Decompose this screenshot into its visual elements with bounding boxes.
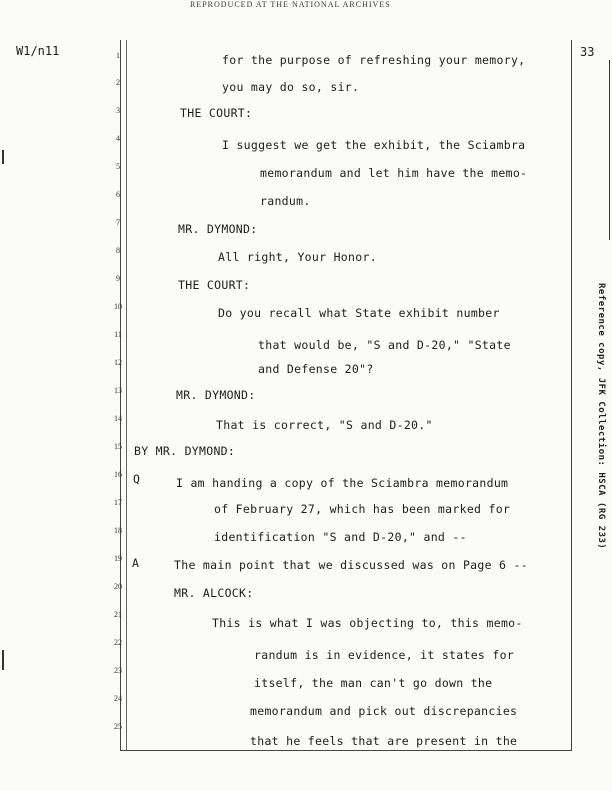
transcript-line: All right, Your Honor. [218, 250, 377, 264]
transcript-line: itself, the man can't go down the [254, 676, 493, 690]
answer-marker: A [132, 556, 140, 570]
line-number: 17 [114, 498, 122, 507]
reference-copy-note: Reference copy, JFK Collection: HSCA (RG 233) [596, 283, 606, 550]
line-number: 19 [114, 554, 122, 563]
line-number: 14 [114, 414, 122, 423]
line-number: 11 [114, 330, 122, 339]
scan-artifact [609, 60, 610, 240]
line-number: 2 [116, 78, 120, 87]
line-number: 8 [116, 246, 120, 255]
line-number: 9 [116, 274, 120, 283]
transcript-line: That is correct, "S and D-20." [216, 418, 433, 432]
line-number: 13 [114, 386, 122, 395]
transcript-line: The main point that we discussed was on Page 6 -- [174, 558, 528, 572]
transcript-line: of February 27, which has been marked for [214, 502, 511, 516]
speaker-label: BY MR. DYMOND: [134, 444, 236, 458]
line-number: 21 [114, 610, 122, 619]
transcript-line: memorandum and let him have the memo- [260, 166, 528, 180]
transcript-line: that would be, "S and D-20," "State [258, 338, 511, 352]
scan-artifact [2, 650, 4, 670]
transcript-line: memorandum and pick out discrepancies [250, 704, 518, 718]
document-id: W1/n11 [16, 44, 60, 58]
line-number: 5 [116, 162, 120, 171]
speaker-label: THE COURT: [180, 106, 253, 120]
transcript-line: and Defense 20"? [258, 362, 374, 376]
transcript-line: randum. [260, 194, 311, 208]
line-number: 20 [114, 582, 122, 591]
line-number: 12 [114, 358, 122, 367]
line-number: 24 [114, 694, 122, 703]
line-number: 18 [114, 526, 122, 535]
scan-artifact [2, 150, 4, 164]
line-number: 15 [114, 442, 122, 451]
transcript-line: I am handing a copy of the Sciambra memorandum [176, 476, 509, 490]
transcript-line: you may do so, sir. [222, 80, 360, 94]
line-number: 25 [114, 722, 122, 731]
transcript-line: randum is in evidence, it states for [254, 648, 515, 662]
transcript-line: I suggest we get the exhibit, the Sciambra [222, 138, 526, 152]
line-number: 10 [114, 302, 122, 311]
archives-stamp: REPRODUCED AT THE NATIONAL ARCHIVES [190, 0, 391, 9]
speaker-label: MR. DYMOND: [176, 388, 256, 402]
speaker-label: MR. DYMOND: [178, 222, 258, 236]
transcript-line: This is what I was objecting to, this memo- [212, 616, 523, 630]
line-number: 7 [116, 218, 120, 227]
line-number: 6 [116, 190, 120, 199]
line-number: 22 [114, 638, 122, 647]
line-number: 23 [114, 666, 122, 675]
page-number: 33 [580, 45, 595, 59]
transcript-line: for the purpose of refreshing your memory, [222, 53, 526, 67]
transcript-line: identification "S and D-20," and -- [214, 530, 467, 544]
transcript-line: Do you recall what State exhibit number [218, 306, 500, 320]
speaker-label: THE COURT: [178, 278, 251, 292]
speaker-label: MR. ALCOCK: [174, 586, 254, 600]
line-number: 1 [116, 51, 120, 60]
line-number: 3 [116, 106, 120, 115]
line-number: 16 [114, 470, 122, 479]
question-marker: Q [133, 472, 141, 486]
line-number: 4 [116, 134, 120, 143]
transcript-line: that he feels that are present in the [250, 734, 518, 748]
